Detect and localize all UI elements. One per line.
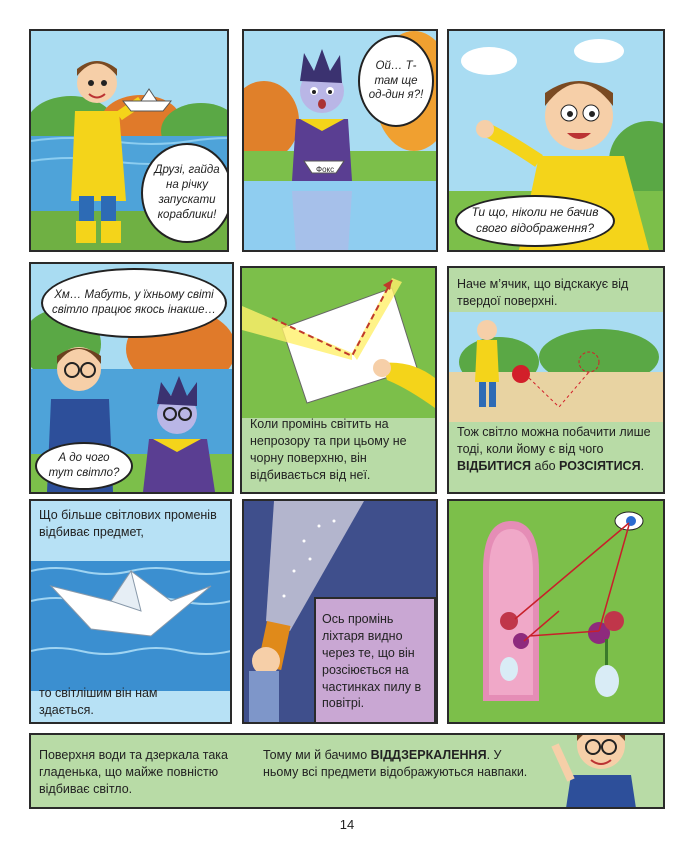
caption	[263, 747, 533, 781]
caption-text: або	[531, 458, 560, 473]
scene-paper-boat-water	[31, 541, 230, 691]
caption-text: .	[640, 458, 645, 473]
diagram-ray-reflection	[242, 268, 435, 418]
page-number: 14	[339, 817, 355, 832]
caption: Коли промінь світить на непрозору та при цьому не чорну поверхню, він відбивається від неї.	[250, 417, 407, 482]
caption-text: Тому ми й бачимо	[263, 748, 371, 762]
speech-bubble: Друзі, гайда на річку запускати кораблики!	[141, 143, 229, 243]
panel-r2-light-reflect	[240, 266, 437, 494]
panel-r3-mirror-flowers	[447, 499, 665, 724]
panel-r3-paper-boat	[29, 499, 232, 724]
panel-r2-boys-wonder	[29, 262, 234, 494]
panel-r1-fox-reflection	[242, 29, 438, 252]
caption: Ось промінь ліхтаря видно через те, що він розсіюється на частинках пилу в повітрі.	[322, 612, 422, 711]
caption-emphasis: РОЗСІЯТИСЯ	[559, 458, 641, 473]
caption: Поверхня води та дзеркала така гладенька, що майже повністю відбиває світло.	[39, 748, 228, 796]
speech-bubble: А до чого тут світло?	[35, 442, 133, 490]
caption-text: Тож світло можна побачити лише тоді, коли йому є від чого	[457, 425, 651, 456]
panel-r1-boy-with-boat	[29, 29, 229, 252]
panel-r3-flashlight	[242, 499, 438, 724]
caption-text: . У ньому всі предмети відображуються навпаки.	[263, 748, 528, 779]
scene-boy-ball	[449, 312, 663, 422]
caption: то світлішим він нам здається.	[39, 686, 158, 717]
speech-bubble: Ти що, ніколи не бачив свого відображення?	[455, 195, 615, 247]
boy-with-glasses	[541, 733, 661, 809]
panel-r1-boy-explains	[447, 29, 665, 252]
caption: Наче м’ячик, що відскакує від твердої поверхні.	[457, 277, 629, 308]
scene-mirror-eye	[449, 501, 663, 722]
speech-bubble: Ой… Т-там ще од-дин я?!	[358, 35, 434, 127]
speech-bubble: Хм… Мабуть, у їхньому світі світло працює якось інакше…	[41, 268, 227, 338]
caption	[457, 424, 661, 475]
caption-emphasis: ВІДДЗЕРКАЛЕННЯ	[370, 748, 487, 762]
panel-r4-summary	[29, 733, 665, 809]
boat-label: Фокс	[316, 165, 335, 174]
caption: Що більше світлових променів відбиває предмет,	[39, 508, 217, 539]
caption-emphasis: ВІДБИТИСЯ	[457, 458, 532, 473]
panel-r2-ball-bounce	[447, 266, 665, 494]
